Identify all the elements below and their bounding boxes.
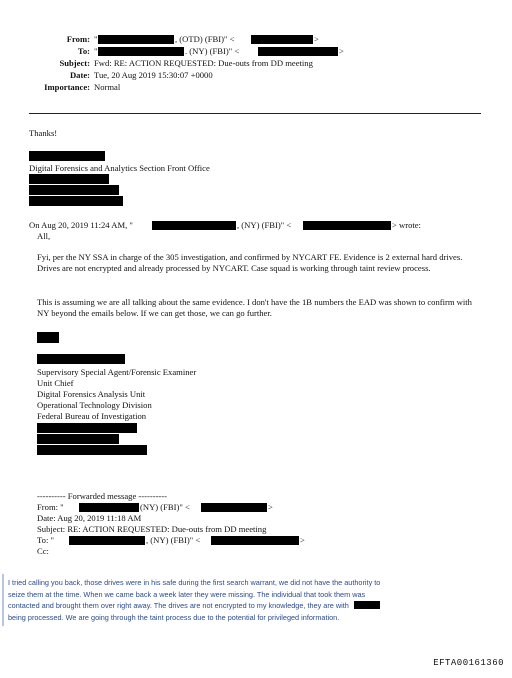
redaction-from-name — [98, 35, 174, 44]
fwd-from-start: From: " — [37, 502, 64, 512]
redaction-quote-email — [303, 221, 391, 230]
redaction-sig-line-2 — [37, 434, 119, 444]
to-open-quote: " — [94, 46, 98, 56]
fwd-subject: Subject: RE: ACTION REQUESTED: Due-outs from DD meeting — [37, 524, 267, 534]
quote-intro-org: , (NY) (FBI)" < — [237, 220, 292, 230]
forwarded-marker: ---------- Forwarded message ---------- — [37, 491, 168, 501]
redaction-fwd-to-email — [211, 536, 299, 545]
to-close: > — [339, 46, 344, 56]
date-label: Date: — [69, 70, 90, 80]
to-org: . (NY) (FBI)" < — [185, 46, 240, 56]
importance-label: Importance: — [44, 82, 90, 92]
fwd-date: Date: Aug 20, 2019 11:18 AM — [37, 513, 142, 523]
redaction-signature-line-3 — [29, 196, 123, 206]
fwd-from-org: (NY) (FBI)" < — [140, 502, 190, 512]
subject-label: Subject: — [59, 58, 90, 68]
sig-org: Federal Bureau of Investigation — [37, 411, 147, 421]
quote-paragraph-1: Fyi, per the NY SSA in charge of the 305 investigation, and confirmed by NYCART FE. Evidence is 2 external hard drives. Drives are not encrypted and already processed by NYCART. Case squad is working through taint review process. — [37, 252, 463, 273]
redaction-inline — [354, 601, 380, 609]
to-label: To: — [77, 46, 90, 56]
from-open-quote: " — [94, 34, 98, 44]
fwd-cc: Cc: — [37, 546, 49, 556]
sig-role: Unit Chief — [37, 378, 74, 388]
sig-division: Operational Technology Division — [37, 400, 152, 410]
fwd-to-org: , (NY) (FBI)" < — [146, 535, 201, 545]
redaction-fwd-from-email — [201, 503, 267, 512]
from-close: > — [314, 34, 319, 44]
redaction-sig-line-1 — [37, 423, 137, 433]
blue-note-line-1: I tried calling you back, those drives were in his safe during the first search warrant, we did not have the authority to — [8, 578, 381, 587]
redaction-fwd-to-name — [69, 536, 145, 545]
fwd-to-start: To: " — [37, 535, 54, 545]
redaction-to-name — [98, 47, 184, 56]
redaction-initials — [37, 332, 59, 343]
sig-unit: Digital Forensics Analysis Unit — [37, 389, 146, 399]
redaction-from-email — [251, 35, 313, 44]
redaction-sender-name — [29, 151, 105, 161]
blue-note-line-4: being processed. We are going through the taint process due to the potential for privileged information. — [8, 612, 340, 622]
blue-note-line-3: contacted and brought them over right away. The drives are not encrypted to my knowledge, they are with — [8, 601, 349, 611]
header-divider — [29, 113, 481, 114]
redaction-signature-line-2 — [29, 185, 119, 195]
quote-intro-start: On Aug 20, 2019 11:24 AM, " — [29, 220, 133, 230]
date-value: Tue, 20 Aug 2019 15:30:07 +0000 — [94, 70, 213, 80]
from-org: , (OTD) (FBI)" < — [175, 34, 235, 44]
fwd-from-end: > — [268, 502, 273, 512]
redaction-fwd-from-name — [79, 503, 139, 512]
redaction-signature-line-1 — [29, 174, 109, 184]
redaction-sig-line-3 — [37, 445, 147, 455]
quote-salutation: All, — [37, 231, 51, 241]
document-id: EFTA00161360 — [433, 658, 504, 668]
redaction-quote-sig-name — [37, 354, 125, 364]
fwd-to-end: > — [300, 535, 305, 545]
quote-paragraph-2: This is assuming we are all talking about the same evidence. I don't have the 1B numbers the EAD was shown to confirm with NY beyond the emails below. If we can get those, we can go further. — [37, 297, 472, 318]
subject-value: Fwd: RE: ACTION REQUESTED: Due-outs from DD meeting — [94, 58, 313, 68]
redaction-to-email — [258, 47, 338, 56]
greeting: Thanks! — [29, 128, 58, 138]
sig-title: Supervisory Special Agent/Forensic Examiner — [37, 367, 197, 377]
signature-office: Digital Forensics and Analytics Section Front Office — [29, 163, 210, 173]
redaction-quote-sender — [152, 221, 236, 230]
from-label: From: — [66, 34, 90, 44]
importance-value: Normal — [94, 82, 121, 92]
quote-bar — [2, 574, 4, 626]
blue-note-line-2: seize them at the time. When we came back a week later they were missing. The individual that took them was — [8, 589, 366, 599]
blue-note — [8, 577, 488, 623]
quote-intro-end: > wrote: — [392, 220, 421, 230]
blue-note-line-3-row — [8, 600, 488, 612]
